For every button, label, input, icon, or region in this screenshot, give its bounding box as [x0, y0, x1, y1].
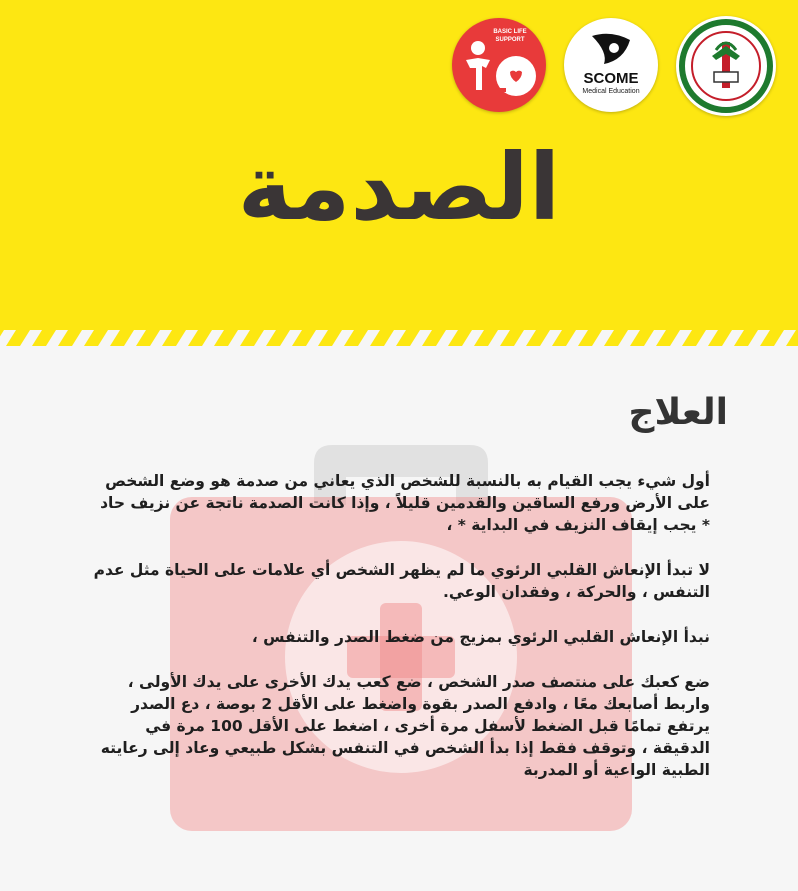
zigzag-stripe — [188, 330, 212, 346]
zigzag-stripe — [32, 330, 56, 346]
zigzag-stripe — [110, 330, 134, 346]
zigzag-stripe — [526, 330, 550, 346]
zigzag-stripe — [370, 330, 394, 346]
paragraph: لا تبدأ الإنعاش القلبي الرئوي ما لم يظهر الشخص أي علامات على الحياة مثل عدم التنفس ، والحركة ، وفقدان الوعي. — [93, 561, 710, 601]
zigzag-stripe — [84, 330, 108, 346]
zigzag-divider — [0, 318, 798, 348]
zigzag-stripe — [214, 330, 238, 346]
zigzag-stripe — [604, 330, 628, 346]
scome-subtitle: Medical Education — [582, 88, 640, 95]
section-title: العلاج — [628, 392, 728, 433]
zigzag-stripe — [500, 330, 524, 346]
zigzag-stripe — [474, 330, 498, 346]
zigzag-stripe — [58, 330, 82, 346]
bmsa-crest-icon — [676, 16, 776, 116]
zigzag-stripe — [136, 330, 160, 346]
zigzag-stripe — [656, 330, 680, 346]
bls-logo — [452, 18, 546, 112]
zigzag-stripe — [318, 330, 342, 346]
zigzag-stripe — [578, 330, 602, 346]
zigzag-stripe — [266, 330, 290, 346]
zigzag-stripe — [344, 330, 368, 346]
zigzag-stripe — [786, 330, 798, 346]
zigzag-stripe — [552, 330, 576, 346]
paragraph: نبدأ الإنعاش القلبي الرئوي بمزيج من ضغط الصدر والتنفس ، — [251, 628, 710, 646]
bls-label: BASIC LIFE SUPPORT — [493, 29, 527, 43]
zigzag-stripe — [396, 330, 420, 346]
page-title: الصدمة — [237, 134, 561, 241]
zigzag-stripe — [448, 330, 472, 346]
zigzag-stripe — [162, 330, 186, 346]
treatment-text — [90, 470, 710, 804]
paragraph: ضع كعبك على منتصف صدر الشخص ، ضع كعب يدك الأخرى على يدك الأولى ، واربط أصابعك معًا ، وادفع الصدر بقوة واضغط على الأقل 2 بوصة ، دع الصدر يرتفع تمامًا قبل الضغط لأسفل مرة أخرى ، اضغط على الأقل 100 مرة في الدقيقة ، وتوقف فقط إذا بدأ الشخص في التنفس بشكل طبيعي وعاد إلى رعايته الطبية الواعية أو المدربة — [100, 673, 710, 779]
zigzag-stripe — [760, 330, 784, 346]
scome-emblem-icon — [564, 18, 658, 112]
zigzag-stripe — [0, 330, 4, 346]
zigzag-stripe — [6, 330, 30, 346]
zigzag-stripe — [734, 330, 758, 346]
zigzag-stripe — [630, 330, 654, 346]
zigzag-stripe — [682, 330, 706, 346]
zigzag-stripe — [292, 330, 316, 346]
zigzag-stripe — [708, 330, 732, 346]
scome-logo — [564, 18, 658, 112]
bmsa-logo — [676, 16, 776, 116]
zigzag-stripe — [422, 330, 446, 346]
scome-name: SCOME — [583, 70, 639, 87]
paragraph: أول شيء يجب القيام به بالنسبة للشخص الذي يعاني من صدمة هو وضع الشخص على الأرض ورفع الساقين والقدمين قليلاً ، وإذا كانت الصدمة ناتجة عن نزيف حاد * يجب إيقاف النزيف في البداية * ، — [100, 472, 710, 534]
zigzag-stripe — [240, 330, 264, 346]
